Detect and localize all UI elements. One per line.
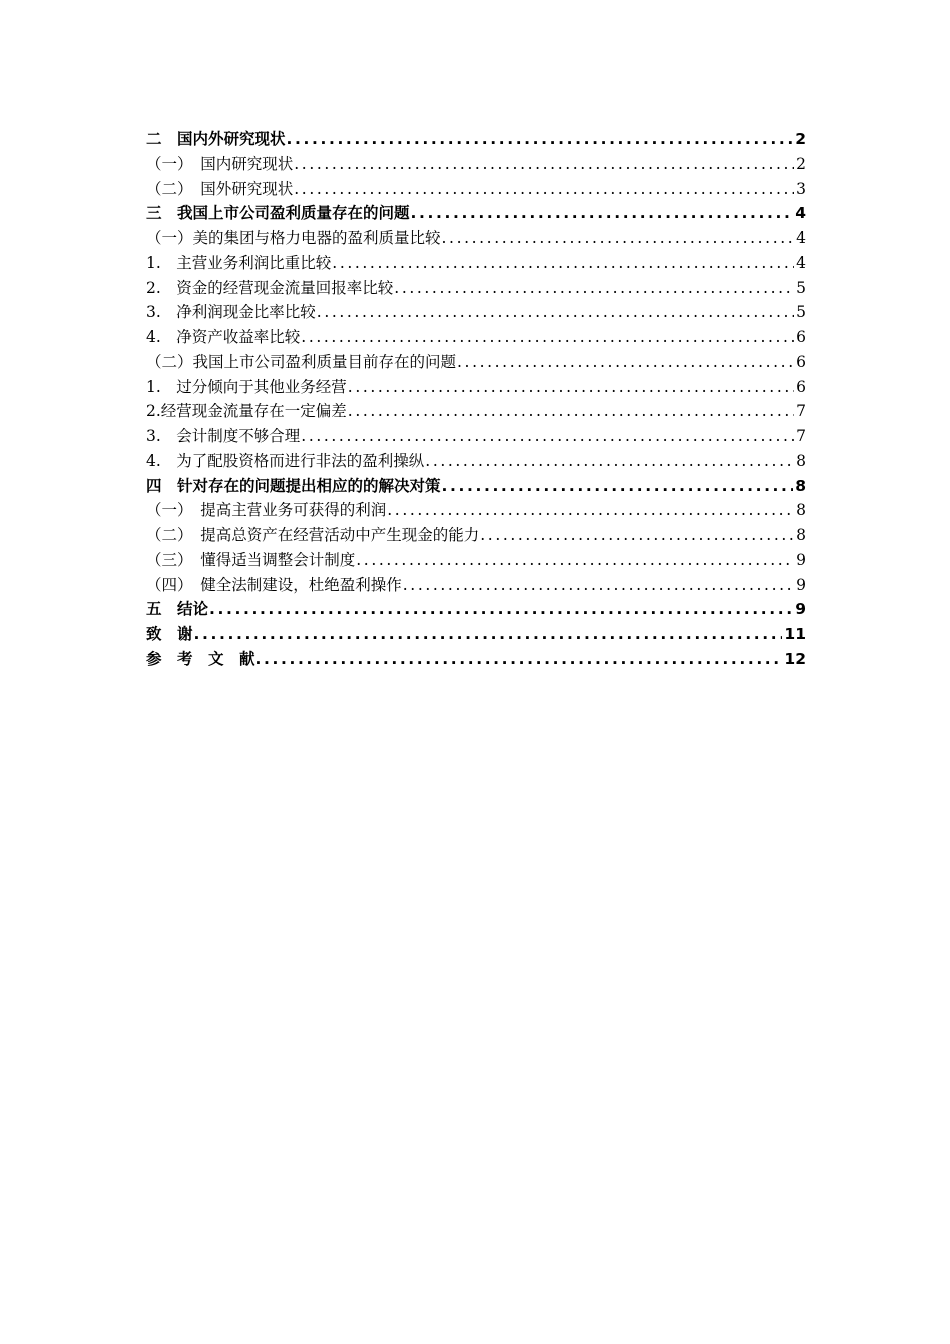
toc-entry-title: 四 针对存在的问题提出相应的的解决对策 <box>146 476 441 495</box>
toc-entry-title: 3. 会计制度不够合理 <box>146 427 301 445</box>
toc-page-number: 6 <box>796 352 806 371</box>
toc-page-number: 8 <box>796 501 806 520</box>
dot-leader <box>441 474 794 499</box>
toc-entry-title: 2. 资金的经营现金流量回报率比较 <box>146 278 394 297</box>
toc-page-number: 4 <box>795 204 806 223</box>
toc-page-number: 9 <box>795 600 806 619</box>
toc-entry[interactable] <box>146 325 806 350</box>
toc-entry[interactable] <box>146 449 806 474</box>
toc-entry-title: 2.经营现金流量存在一定偏差 <box>146 402 347 421</box>
toc-entry-title: （二） 提高总资产在经营活动中产生现金的能力 <box>146 526 480 544</box>
dot-leader <box>208 597 793 622</box>
toc-entry-title: （一）美的集团与格力电器的盈利质量比较 <box>146 229 441 247</box>
toc-page-number: 9 <box>796 550 806 569</box>
dot-leader <box>193 622 783 647</box>
toc-page-number: 12 <box>784 649 806 668</box>
dot-leader <box>347 399 794 424</box>
toc-entry[interactable] <box>146 152 806 177</box>
toc-page-number: 6 <box>796 328 806 346</box>
toc-page-number: 2 <box>796 154 806 173</box>
toc-entry[interactable] <box>146 276 806 301</box>
toc-entry[interactable] <box>146 201 806 226</box>
dot-leader <box>410 201 794 226</box>
toc-page-number: 7 <box>796 402 806 421</box>
toc-entry-title: 二 国内外研究现状 <box>146 130 286 148</box>
dot-leader <box>255 647 783 672</box>
toc-page-number: 4 <box>796 253 806 272</box>
toc-entry-title: 五 结论 <box>146 600 209 619</box>
toc-entry[interactable] <box>146 523 806 548</box>
toc-entry[interactable] <box>146 375 806 400</box>
toc-page-number: 8 <box>796 451 806 470</box>
toc-entry[interactable] <box>146 251 806 276</box>
toc-page-number: 2 <box>795 130 806 148</box>
dot-leader <box>300 325 794 350</box>
dot-leader <box>331 251 794 276</box>
toc-entry-title: （一） 国内研究现状 <box>146 154 294 173</box>
table-of-contents <box>146 127 806 672</box>
toc-entry[interactable] <box>146 424 806 449</box>
toc-entry-title: （二）我国上市公司盈利质量目前存在的问题 <box>146 352 457 371</box>
toc-entry-title: 1. 过分倾向于其他业务经营 <box>146 377 347 396</box>
toc-entry[interactable] <box>146 127 806 152</box>
toc-entry-title: （四） 健全法制建设，杜绝盈利操作 <box>146 575 402 594</box>
toc-entry[interactable] <box>146 573 806 598</box>
dot-leader <box>479 523 794 548</box>
toc-page-number: 8 <box>795 476 806 495</box>
toc-entry-title: 1. 主营业务利润比重比较 <box>146 253 332 272</box>
toc-entry-title: （一） 提高主营业务可获得的利润 <box>146 501 387 520</box>
toc-page-number: 9 <box>796 575 806 594</box>
dot-leader <box>286 127 794 152</box>
toc-entry-title: 4. 净资产收益率比较 <box>146 328 301 346</box>
dot-leader <box>402 573 794 598</box>
toc-entry[interactable] <box>146 177 806 202</box>
toc-page-number: 5 <box>796 303 806 322</box>
toc-entry-title: （二） 国外研究现状 <box>146 179 294 198</box>
dot-leader <box>300 424 794 449</box>
toc-entry-title: （三） 懂得适当调整会计制度 <box>146 550 356 569</box>
toc-page-number: 8 <box>796 526 806 544</box>
toc-entry[interactable] <box>146 474 806 499</box>
dot-leader <box>424 449 794 474</box>
toc-page-number: 11 <box>784 625 806 643</box>
toc-entry-title: 3. 净利润现金比率比较 <box>146 303 316 322</box>
dot-leader <box>386 498 794 523</box>
toc-entry[interactable] <box>146 226 806 251</box>
toc-entry[interactable] <box>146 647 806 672</box>
toc-entry[interactable] <box>146 597 806 622</box>
toc-page-number: 5 <box>796 278 806 297</box>
toc-page-number: 4 <box>796 229 806 247</box>
toc-entry[interactable] <box>146 399 806 424</box>
toc-page-number: 6 <box>796 377 806 396</box>
toc-entry[interactable] <box>146 498 806 523</box>
toc-page-number: 7 <box>796 427 806 445</box>
toc-entry-title: 4. 为了配股资格而进行非法的盈利操纵 <box>146 451 425 470</box>
dot-leader <box>293 177 794 202</box>
toc-page-number: 3 <box>796 179 806 198</box>
toc-entry-title: 致 谢 <box>146 625 193 643</box>
toc-entry-title: 参 考 文 献 <box>146 649 255 668</box>
toc-entry[interactable] <box>146 350 806 375</box>
toc-entry-title: 三 我国上市公司盈利质量存在的问题 <box>146 204 410 223</box>
toc-entry[interactable] <box>146 622 806 647</box>
dot-leader <box>293 152 794 177</box>
dot-leader <box>347 375 794 400</box>
dot-leader <box>456 350 794 375</box>
dot-leader <box>441 226 795 251</box>
dot-leader <box>393 276 794 301</box>
toc-entry[interactable] <box>146 548 806 573</box>
toc-entry[interactable] <box>146 300 806 325</box>
dot-leader <box>355 548 794 573</box>
dot-leader <box>316 300 794 325</box>
